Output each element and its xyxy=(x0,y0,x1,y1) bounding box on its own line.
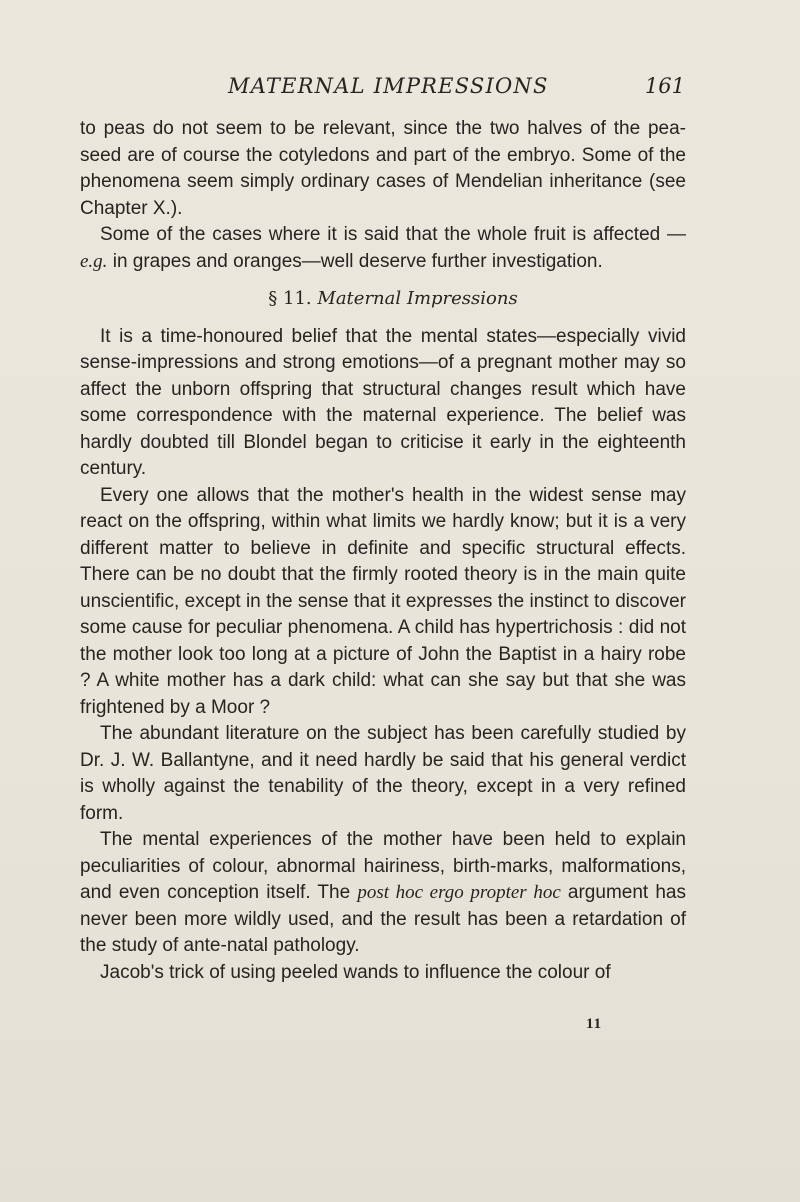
section-heading xyxy=(80,286,686,313)
paragraph-6 xyxy=(80,827,686,960)
paragraph-1: to peas do not seem to be relevant, since the two halves of the pea-seed are of course the cotyledons and part of the embryo. Some of the phenomena seem simply ordinary cases of Mendelian inheritance (see Chapter X.). xyxy=(80,118,686,219)
section-number: § 11. xyxy=(268,288,312,309)
paragraph-2-text-a: Some of the cases where it is said that the whole fruit is affected — xyxy=(100,224,686,245)
page-number: 161 xyxy=(644,74,685,98)
paragraph-5: The abundant literature on the subject has been carefully studied by Dr. J. W. Ballantyne, and it need hardly be said that his general verdict is wholly against the tenability of the theory, except in a very refined form. xyxy=(80,723,686,824)
section-title: Maternal Impressions xyxy=(317,288,518,309)
paragraph-3: It is a time-honoured belief that the mental states—especially vivid sense-impressions and strong emotions—of a pregnant mother may so affect the unborn offspring that structural changes result which have some correspondence with the maternal experience. The belief was hardly doubted till Blondel began to criticise it early in the eighteenth century. xyxy=(80,325,686,479)
paragraph-2-text-b: in grapes and oranges—well deserve further investigation. xyxy=(107,250,603,272)
signature-mark: 11 xyxy=(586,1016,603,1032)
paragraph-7: Jacob's trick of using peeled wands to influence the colour of xyxy=(100,961,611,983)
paragraph-6-text-a: The mental experiences of the mother have been held to explain peculiarities of colour, abnormal hairiness, birth-marks, malformations, and even conception itself. The xyxy=(80,829,686,903)
body-text xyxy=(80,116,686,986)
eg-abbreviation: e.g. xyxy=(80,250,108,272)
latin-phrase: post hoc ergo propter hoc xyxy=(357,882,561,903)
running-head xyxy=(80,74,685,104)
paragraph-4: Every one allows that the mother's health in the widest sense may react on the offspring, within what limits we hardly know; but it is a very different matter to believe in definite and specific structural effects. There can be no doubt that the firmly rooted theory is in the main quite unscientific, except in the sense that it expresses the instinct to discover some cause for peculiar phenomena. A child has hypertrichosis : did not the mother look too long at a picture of John the Baptist in a hairy robe ? A white mother has a dark child: what can she say but that she was frightened by a Moor ? xyxy=(80,484,686,718)
running-title: MATERNAL IMPRESSIONS xyxy=(228,74,549,98)
paragraph-6-text-b: argument has never been more wildly used, and the result has been a retardation of the study of ante-natal pathology. xyxy=(80,882,686,956)
paragraph-2 xyxy=(80,222,686,275)
